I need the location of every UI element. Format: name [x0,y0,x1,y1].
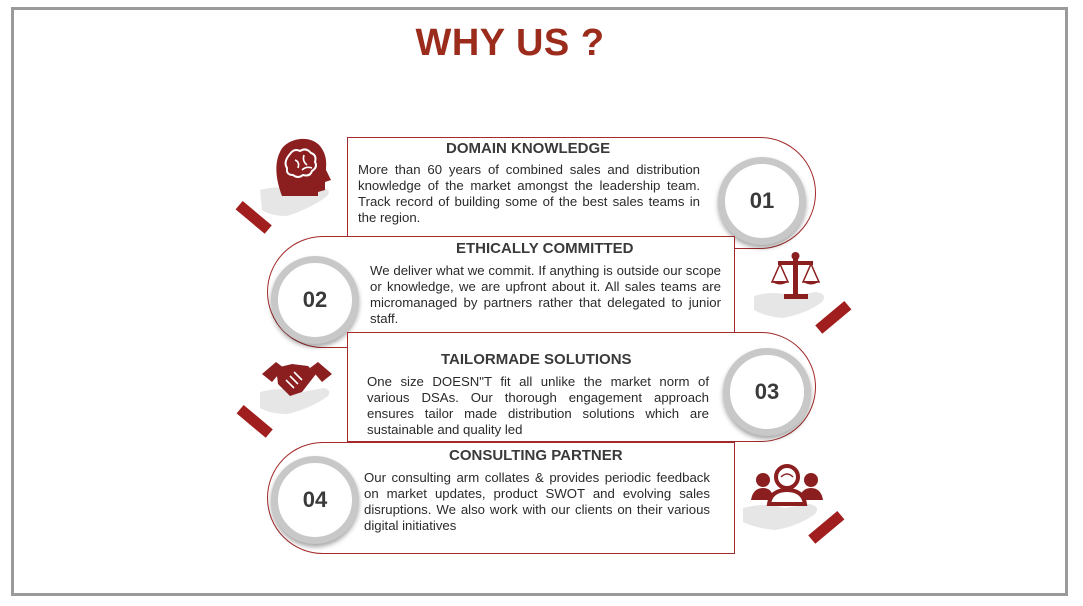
item-number-badge: 03 [723,348,811,436]
page-title: WHY US ? [415,22,605,64]
item-text: One size DOESN"T fit all unlike the market norm of various DSAs. Our thorough engagement approach ensures tailor made distribution solutions which are sustainable and quality led [367,374,709,437]
item-text: We deliver what we commit. If anything is outside our scope or knowledge, we are upfront about it. All sales teams are micromanaged by partners rather that delegated to junior staff. [370,263,721,326]
item-heading: ETHICALLY COMMITTED [456,240,634,257]
item-number-badge: 04 [271,456,359,544]
item-heading: DOMAIN KNOWLEDGE [446,140,611,157]
people-group-icon [735,462,850,554]
brain-head-icon [232,130,347,235]
item-text: Our consulting arm collates & provides periodic feedback on market updates, product SWOT and evolving sales disruptions. We also work with our clients on their various digital initiatives [364,470,710,533]
scales-icon [740,248,855,343]
item-text: More than 60 years of combined sales and distribution knowledge of the market amongst the leadership team. Track record of building some of the best sales teams in the region. [358,162,700,225]
item-number-badge: 02 [271,256,359,344]
item-heading: CONSULTING PARTNER [449,447,623,464]
item-number-badge: 01 [718,157,806,245]
handshake-icon [232,356,347,446]
item-heading: TAILORMADE SOLUTIONS [441,351,632,368]
